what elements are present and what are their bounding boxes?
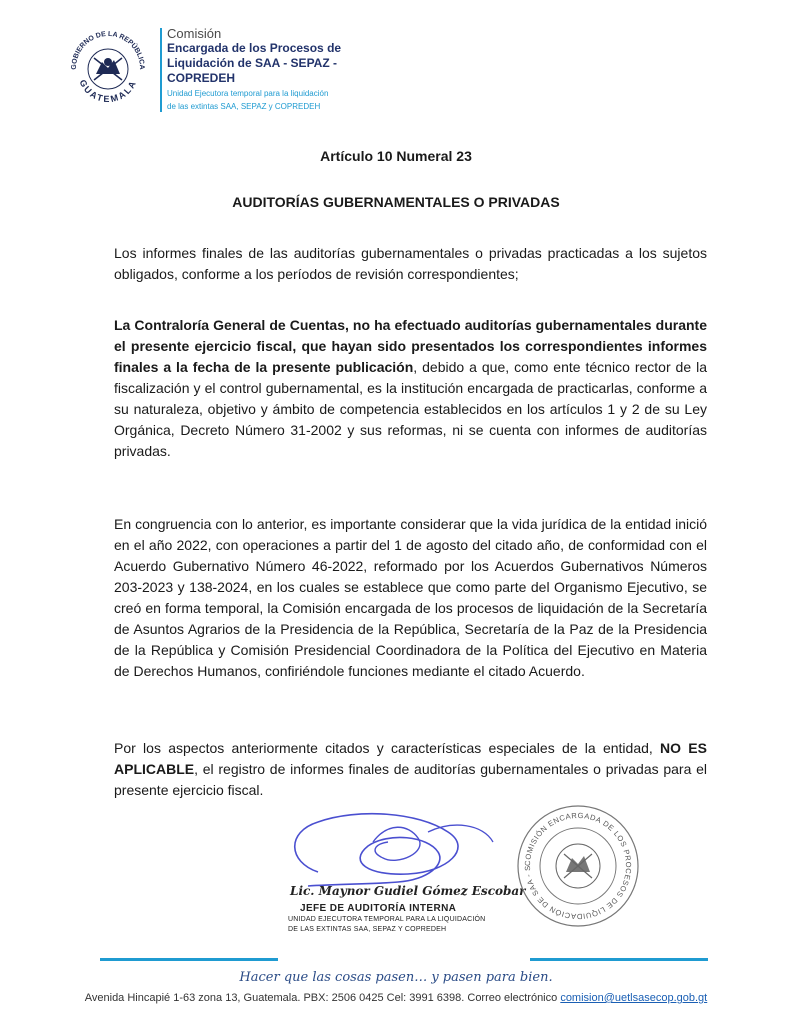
paragraph-intro: Los informes finales de las auditorías gubernamentales o privadas practicadas a los sujetos obligados, conforme a los períodos de revisión correspondientes;: [114, 245, 707, 282]
svg-text:GUATEMALA: GUATEMALA: [77, 77, 139, 105]
paragraph-congruencia: En congruencia con lo anterior, es importante considerar que la vida jurídica de la entidad inició en el año 2022, con operaciones a partir del 1 de agosto del citado año, de conformidad con el Acuerdo Gubernativo Número 46-2022, reformado por los Acuerdos Gubernativos Números 203-2023 y 138-2024, en los cuales se establece que como parte del Organismo Ejecutivo, se creó en forma temporal, la Comisión encargada de los procesos de liquidación de la Secretaría de Asuntos Agrarios de la Presidencia de la República, Secretaría de la Paz de la Presidencia de la República y Comisión Presidencial Coordinadora de la Política del Ejecutivo en Materia de Derechos Humanos, confiriéndole funciones mediante el citado Acuerdo.: [114, 516, 707, 679]
footer-rule-right: [530, 958, 708, 961]
paragraph-conclusion: [114, 738, 707, 801]
signature-name: Lic. Maynor Gudiel Gómez Escobar: [290, 884, 526, 898]
signature-role: JEFE DE AUDITORÍA INTERNA: [300, 903, 457, 914]
header-unit-line-2: de las extintas SAA, SEPAZ y COPREDEH: [167, 102, 321, 111]
paragraph-contraloria: [114, 315, 707, 462]
header-divider: [160, 28, 162, 112]
header-title-line-2: Liquidación de SAA - SEPAZ -: [167, 56, 338, 70]
header-title-line-1: Encargada de los Procesos de: [167, 41, 342, 55]
handwritten-signature: [278, 802, 508, 894]
paragraph-conclusion-start: Por los aspectos anteriormente citados y características especiales de la entidad,: [114, 740, 661, 756]
official-stamp: [514, 802, 642, 930]
header-institution-block: [167, 26, 367, 112]
paragraph-contraloria-rest: , debido a que, como ente técnico rector de la fiscalización y el control gubernamental, es la institución encargada de practicarlas, conforme a su naturaleza, objetivo y ámbito de competencia establecidos en los artículos 1 y 2 de su Ley Orgánica, Decreto Número 31-2002 y sus reformas, ni se cuenta con informes de auditorías privadas.: [114, 359, 707, 459]
header-title-line-3: COPREDEH: [167, 71, 236, 85]
stamp-ring-text: COMISIÓN ENCARGADA DE LOS PROCESOS DE LIQUIDACIÓN DE SAA - S: [522, 810, 634, 922]
svg-text:GOBIERNO DE LA REPÚBLICA: GOBIERNO DE LA REPÚBLICA: [70, 30, 146, 70]
paragraph-conclusion-rest: , el registro de informes finales de auditorías gubernamentales o privadas para el presente ejercicio fiscal.: [114, 761, 707, 798]
no-aplicable-label: NO ES APLICABLE: [114, 740, 707, 777]
paragraph-contraloria-bold: La Contraloría General de Cuentas, no ha efectuado auditorías gubernamentales durante el presente ejercicio fiscal, que hayan sido presentados los correspondientes informes finales a la fecha de la presente publicación: [114, 317, 707, 375]
article-reference: Artículo 10 Numeral 23: [320, 148, 472, 164]
footer-email-link[interactable]: comision@uetlsasecop.gob.gt: [560, 992, 708, 1004]
header-kicker: Comisión: [167, 26, 222, 41]
footer-rule-left: [100, 958, 278, 961]
signature-unit-line-2: DE LAS EXTINTAS SAA, SEPAZ Y COPREDEH: [288, 926, 447, 933]
footer-address: Avenida Hincapié 1-63 zona 13, Guatemala. PBX: 2506 0425 Cel: 3991 6398. Correo electrónico: [84, 992, 561, 1004]
document-heading: AUDITORÍAS GUBERNAMENTALES O PRIVADAS: [232, 194, 560, 210]
signature-unit-line-1: UNIDAD EJECUTORA TEMPORAL PARA LA LIQUIDACIÓN: [288, 916, 486, 923]
government-seal-logo: [62, 22, 154, 114]
header-unit-line-1: Unidad Ejecutora temporal para la liquidación: [167, 89, 329, 98]
footer-contact: [0, 992, 792, 1004]
footer-motto: Hacer que las cosas pasen… y pasen para bien.: [239, 970, 553, 985]
